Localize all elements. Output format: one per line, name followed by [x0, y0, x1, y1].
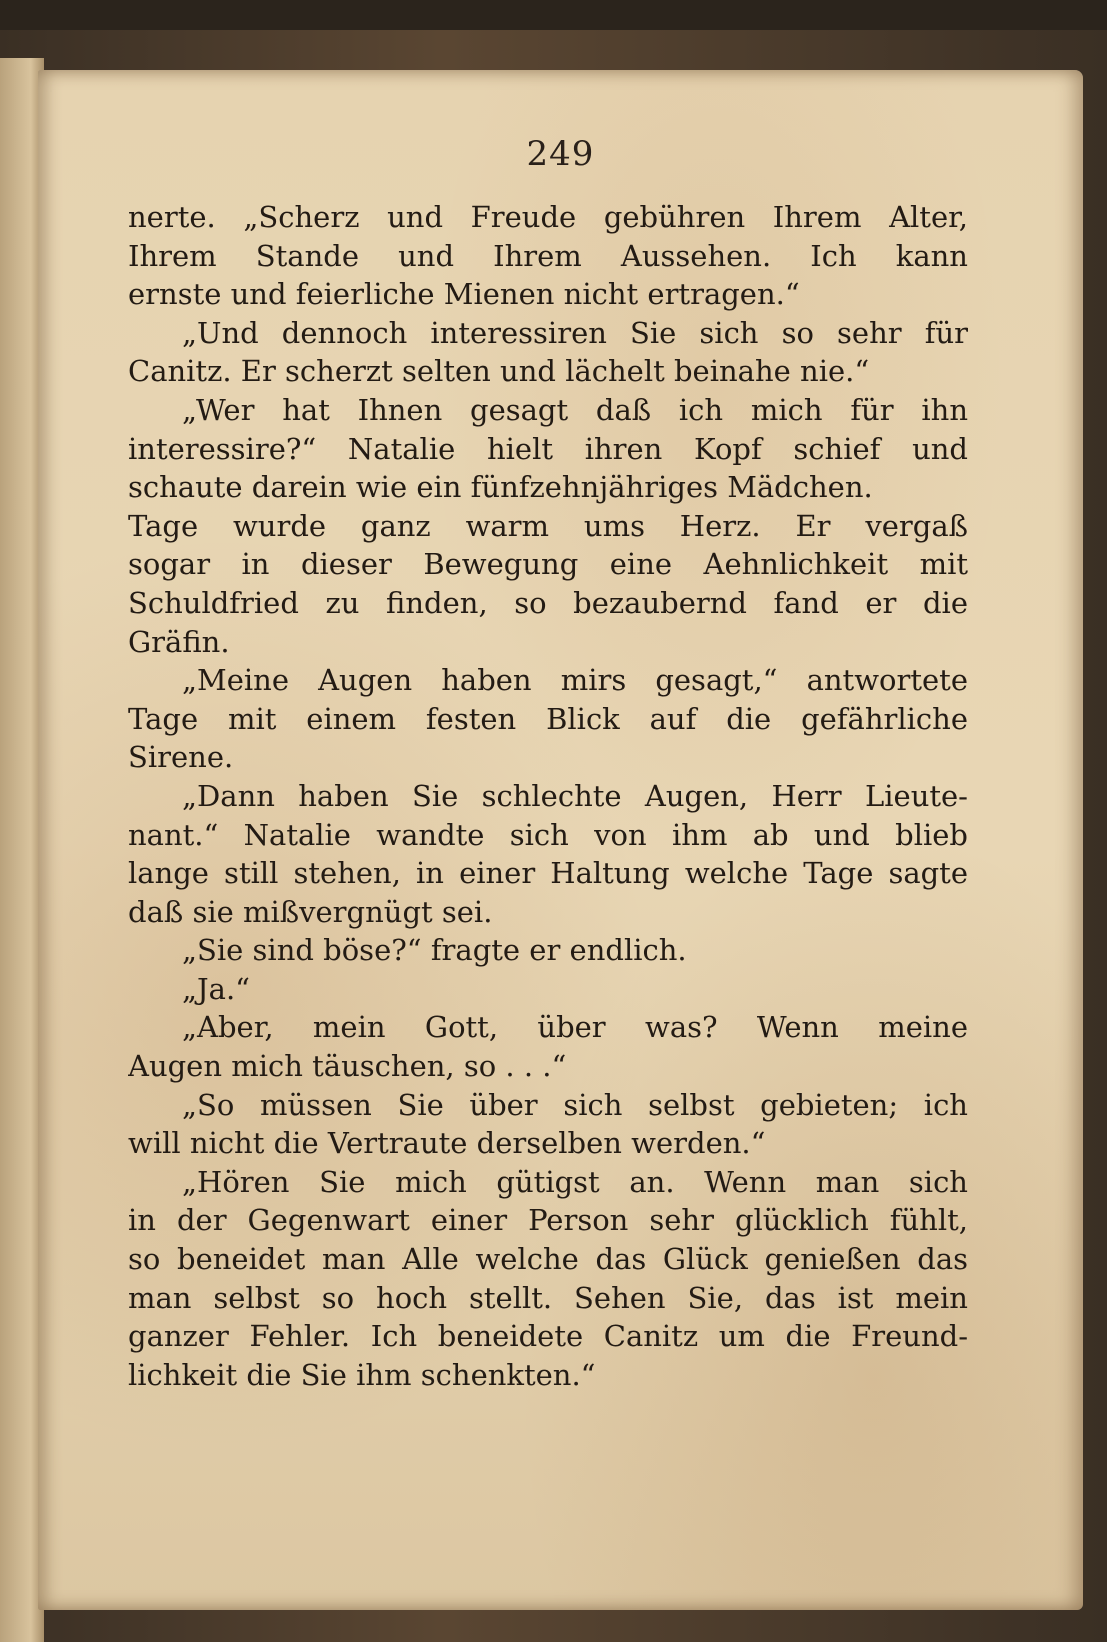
text-line: so beneidet man Alle welche das Glück genießen das	[128, 1242, 968, 1277]
text-line: Tage wurde ganz warm ums Herz. Er vergaß	[128, 508, 968, 543]
text-line: ernste und feierliche Mienen nicht ertragen.“	[128, 277, 800, 312]
text-line: nerte. „Scherz und Freude gebühren Ihrem Alter,	[128, 200, 968, 234]
text-line: Augen mich täuschen, so . . .“	[128, 1049, 567, 1084]
text-line: daß sie mißvergnügt sei.	[128, 894, 493, 929]
text-line: „Wer hat Ihnen gesagt daß ich mich für ihn	[182, 392, 968, 427]
text-line: „Dann haben Sie schlechte Augen, Herr Lieute-	[182, 778, 968, 813]
text-line: in der Gegenwart einer Person sehr glücklich fühlt,	[128, 1203, 968, 1238]
text-line: „Sie sind böse?“ fragte er endlich.	[182, 933, 687, 968]
text-line: will nicht die Vertraute derselben werden.“	[128, 1126, 766, 1161]
text-line: ganzer Fehler. Ich beneidete Canitz um die Freund-	[128, 1319, 968, 1354]
text-line: schaute darein wie ein fünfzehnjähriges Mädchen.	[128, 470, 873, 505]
text-line: interessire?“ Natalie hielt ihren Kopf schief und	[128, 431, 968, 466]
text-line: Sirene.	[128, 740, 234, 775]
text-line: sogar in dieser Bewegung eine Aehnlichkeit mit	[128, 547, 968, 582]
book-page	[38, 70, 1083, 1610]
text-line: „Meine Augen haben mirs gesagt,“ antwortete	[182, 663, 968, 698]
text-line: „Ja.“	[182, 971, 250, 1006]
text-line: „Hören Sie mich gütigst an. Wenn man sich	[182, 1164, 968, 1199]
text-line: „Und dennoch interessiren Sie sich so sehr für	[182, 315, 968, 350]
page-text	[128, 198, 968, 1394]
text-line: Canitz. Er scherzt selten und lächelt beinahe nie.“	[128, 354, 870, 389]
text-line: Ihrem Stande und Ihrem Aussehen. Ich kann	[128, 238, 968, 273]
page-number: 249	[526, 134, 595, 174]
text-line: nant.“ Natalie wandte sich von ihm ab und blieb	[128, 817, 968, 852]
text-line: Gräfin.	[128, 624, 230, 659]
text-line: lichkeit die Sie ihm schenkten.“	[128, 1357, 596, 1392]
text-line: „Aber, mein Gott, über was? Wenn meine	[182, 1010, 968, 1045]
text-line: Schuldfried zu finden, so bezaubernd fand er die	[128, 585, 968, 620]
text-line: „So müssen Sie über sich selbst gebieten; ich	[182, 1087, 968, 1122]
text-line: lange still stehen, in einer Haltung welche Tage sagte	[128, 856, 968, 891]
text-line: man selbst so hoch stellt. Sehen Sie, das ist mein	[128, 1280, 968, 1315]
text-line: Tage mit einem festen Blick auf die gefährliche	[128, 701, 968, 736]
